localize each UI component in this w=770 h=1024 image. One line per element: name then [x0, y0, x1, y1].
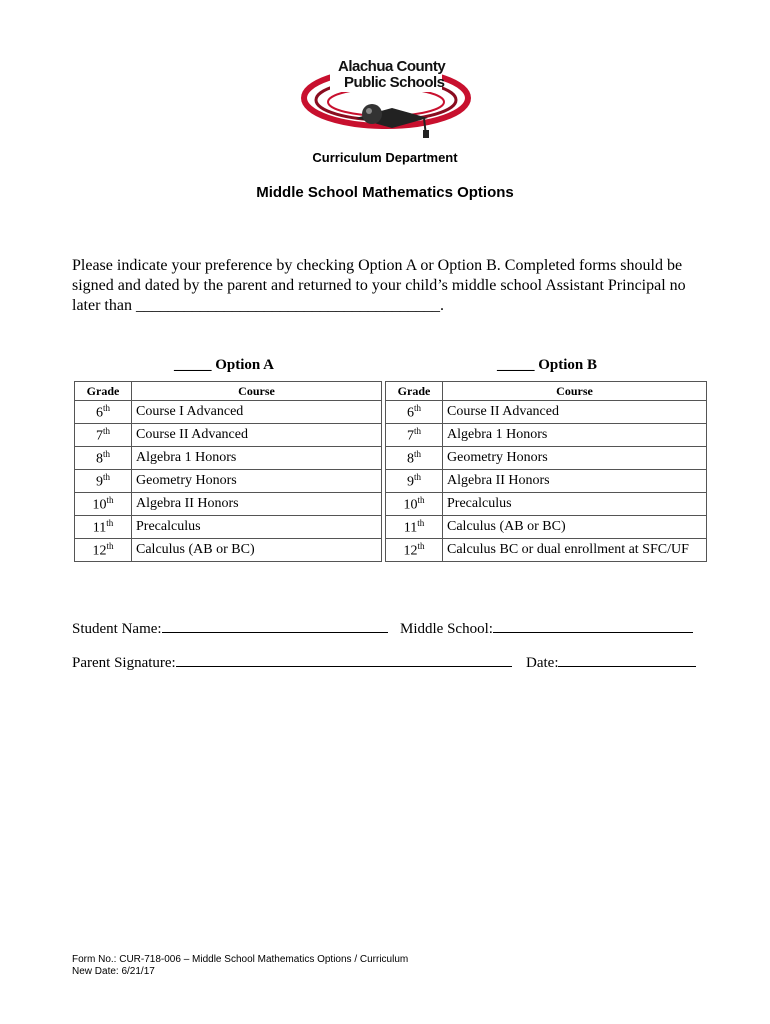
- grade-cell: 11th: [75, 516, 132, 539]
- grade-cell: 12th: [386, 539, 443, 562]
- table-row: [386, 447, 707, 470]
- form-title: Middle School Mathematics Options: [256, 184, 514, 201]
- course-cell: Course I Advanced: [132, 401, 382, 424]
- form-footer: [72, 954, 408, 978]
- table-row: [386, 539, 707, 562]
- parent-signature-input[interactable]: [176, 652, 512, 667]
- table-row: [386, 401, 707, 424]
- table-row: [386, 493, 707, 516]
- course-cell: Algebra 1 Honors: [443, 424, 707, 447]
- middle-school-label: Middle School:: [400, 621, 493, 637]
- course-cell: Geometry Honors: [132, 470, 382, 493]
- table-row: [386, 516, 707, 539]
- table-row: [75, 516, 382, 539]
- student-name-input[interactable]: [162, 618, 388, 633]
- grade-cell: 9th: [75, 470, 132, 493]
- parent-signature-field: [72, 652, 512, 672]
- logo-text-line2: Public Schools: [344, 74, 445, 91]
- course-cell: Calculus (AB or BC): [443, 516, 707, 539]
- date-label: Date:: [526, 655, 559, 671]
- course-cell: Precalculus: [443, 493, 707, 516]
- table-row: [75, 424, 382, 447]
- option-a-table: [74, 381, 382, 562]
- course-cell: Algebra 1 Honors: [132, 447, 382, 470]
- middle-school-field: [400, 618, 693, 638]
- course-cell: Algebra II Honors: [132, 493, 382, 516]
- form-new-date: New Date: 6/21/17: [72, 966, 155, 977]
- grade-cell: 6th: [386, 401, 443, 424]
- course-cell: Algebra II Honors: [443, 470, 707, 493]
- form-number: Form No.: CUR-718-006 – Middle School Mathematics Options / Curriculum: [72, 954, 409, 965]
- grade-column-header: Grade: [75, 382, 132, 401]
- grade-cell: 6th: [75, 401, 132, 424]
- grade-cell: 12th: [75, 539, 132, 562]
- table-row: [386, 424, 707, 447]
- grade-column-header: Grade: [386, 382, 443, 401]
- course-cell: Geometry Honors: [443, 447, 707, 470]
- grade-cell: 9th: [386, 470, 443, 493]
- course-cell: Calculus (AB or BC): [132, 539, 382, 562]
- date-field: [526, 652, 696, 672]
- course-cell: Precalculus: [132, 516, 382, 539]
- middle-school-input[interactable]: [493, 618, 693, 633]
- table-row: [75, 401, 382, 424]
- department-heading: Curriculum Department: [312, 150, 458, 165]
- option-a-header-row: [75, 382, 382, 401]
- parent-signature-label: Parent Signature:: [72, 655, 176, 671]
- option-b-header-row: [386, 382, 707, 401]
- logo-text-line1: Alachua County: [338, 58, 446, 75]
- district-logo: [300, 52, 472, 142]
- grade-cell: 7th: [75, 424, 132, 447]
- grade-cell: 10th: [75, 493, 132, 516]
- course-cell: Calculus BC or dual enrollment at SFC/UF: [443, 539, 707, 562]
- option-b-heading[interactable]: _____ Option B: [497, 357, 598, 373]
- grade-cell: 10th: [386, 493, 443, 516]
- course-column-header: Course: [132, 382, 382, 401]
- date-input[interactable]: [558, 652, 696, 667]
- course-cell: Course II Advanced: [132, 424, 382, 447]
- student-name-label: Student Name:: [72, 621, 162, 637]
- table-row: [75, 447, 382, 470]
- table-row: [75, 539, 382, 562]
- grade-cell: 11th: [386, 516, 443, 539]
- course-column-header: Course: [443, 382, 707, 401]
- instructions-paragraph: Please indicate your preference by checking Option A or Option B. Completed forms should be signed and dated by the parent and returned to your child’s middle school Assistant Principal no later than ______________________________________.: [72, 257, 686, 314]
- grade-cell: 8th: [75, 447, 132, 470]
- course-cell: Course II Advanced: [443, 401, 707, 424]
- table-row: [75, 493, 382, 516]
- table-row: [386, 470, 707, 493]
- table-row: [75, 470, 382, 493]
- grade-cell: 7th: [386, 424, 443, 447]
- option-b-table: [385, 381, 707, 562]
- grade-cell: 8th: [386, 447, 443, 470]
- option-a-heading[interactable]: _____ Option A: [174, 357, 275, 373]
- student-name-field: [72, 618, 388, 638]
